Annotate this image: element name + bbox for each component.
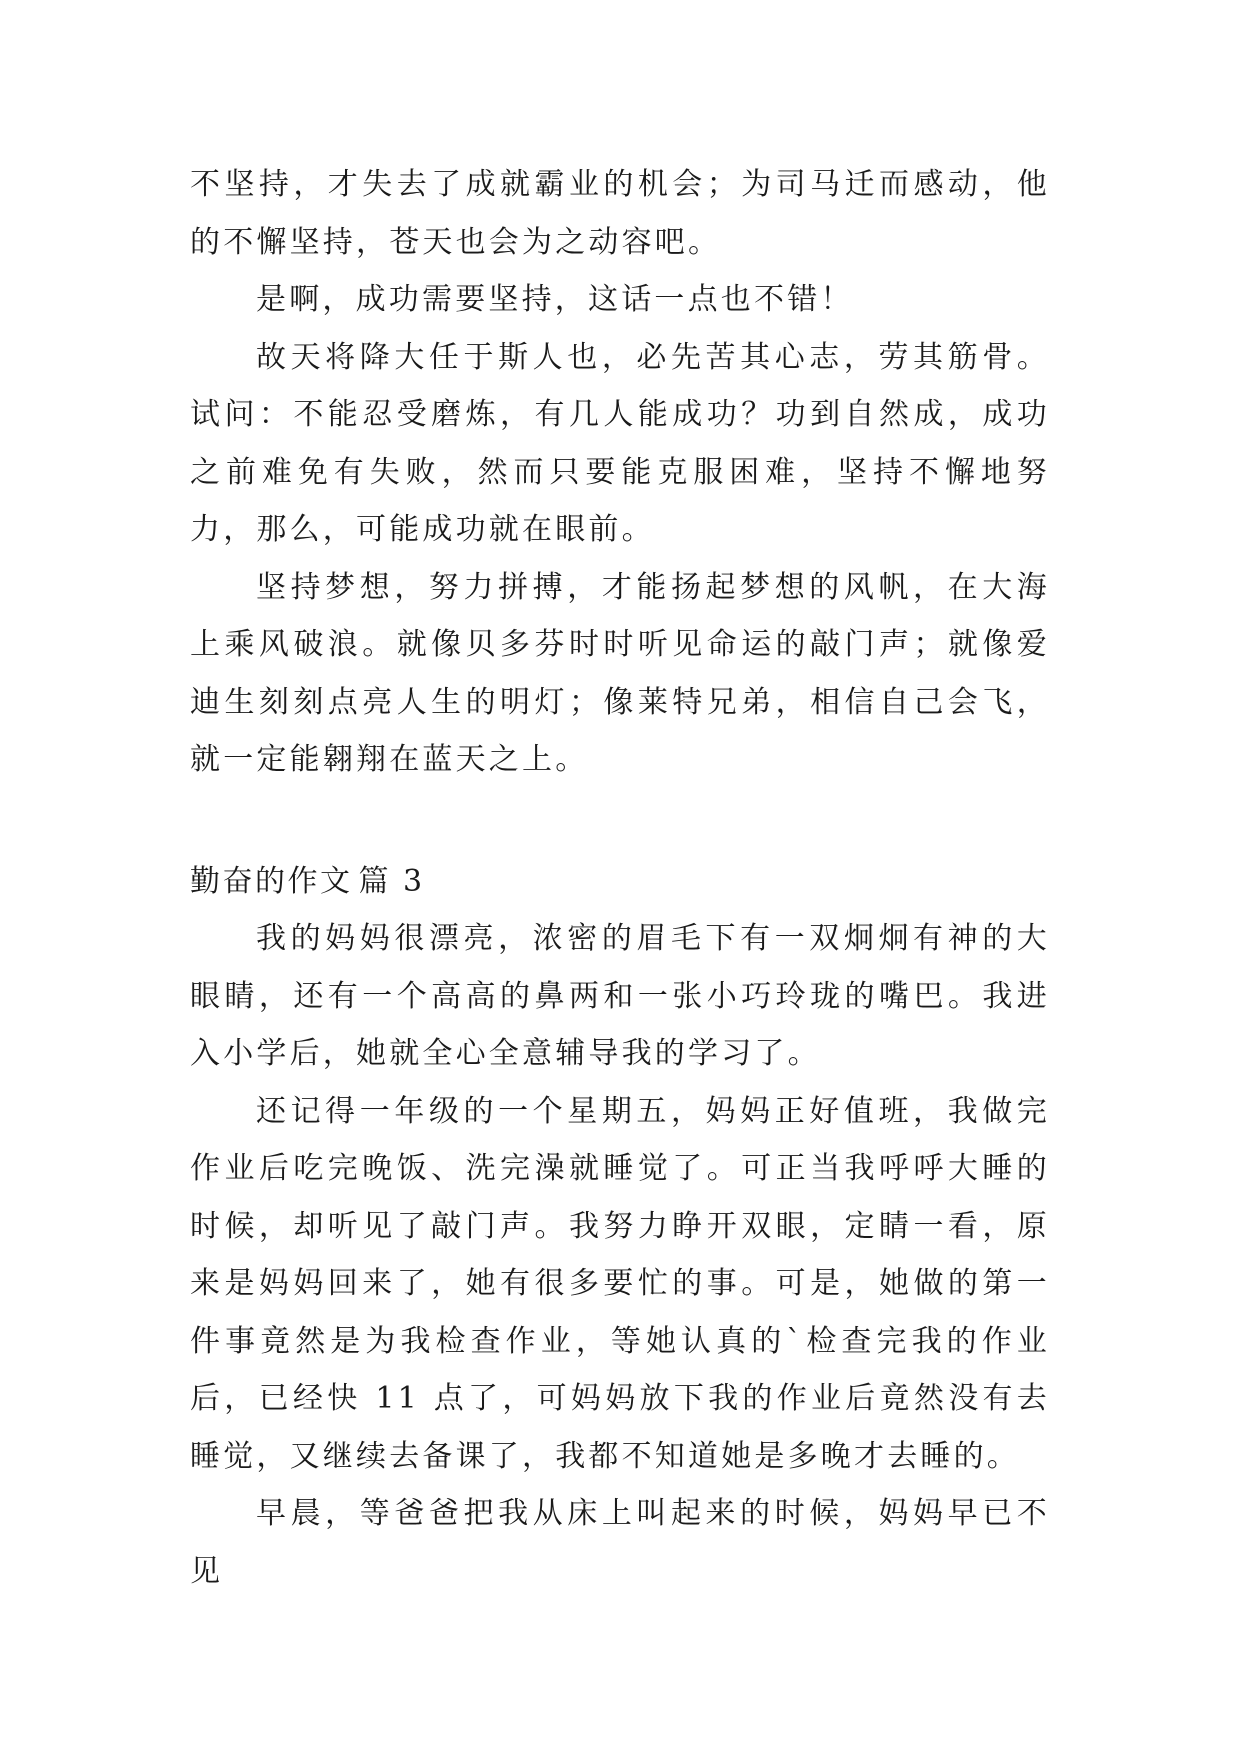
previous-section-text bbox=[190, 156, 1050, 789]
section-heading bbox=[190, 853, 425, 911]
paragraph: 还记得一年级的一个星期五，妈妈正好值班，我做完作业后吃完晚饭、洗完澡就睡觉了。可正当我呼呼大睡的时候，却听见了敲门声。我努力睁开双眼，定睛一看，原来是妈妈回来了，她有很多要忙的事。可是，她做的第一件事竟然是为我检查作业，等她认真的`检查完我的作业后，已经快 11 点了，可妈妈放下我的作业后竟然没有去睡觉，又继续去备课了，我都不知道她是多晚才去睡的。 bbox=[190, 1093, 1050, 1474]
paragraph: 是啊，成功需要坚持，这话一点也不错！ bbox=[256, 282, 854, 317]
paragraph: 早晨，等爸爸把我从床上叫起来的时候，妈妈早已不见 bbox=[190, 1496, 1050, 1589]
section-title: 勤奋的作文 bbox=[190, 864, 353, 899]
paragraph: 故天将降大任于斯人也，必先苦其心志，劳其筋骨。试问：不能忍受磨炼，有几人能成功？功到自然成，成功之前难免有失败，然而只要能克服困难，坚持不懈地努力，那么，可能成功就在眼前。 bbox=[190, 339, 1050, 547]
paragraph: 我的妈妈很漂亮，浓密的眉毛下有一双炯炯有神的大眼睛，还有一个高高的鼻两和一张小巧玲珑的嘴巴。我进入小学后，她就全心全意辅导我的学习了。 bbox=[190, 921, 1050, 1071]
section-number: 篇 3 bbox=[358, 864, 425, 899]
paragraph: 不坚持，才失去了成就霸业的机会；为司马迁而感动，他的不懈坚持，苍天也会为之动容吧。 bbox=[190, 167, 1050, 260]
section-3-text bbox=[190, 910, 1050, 1600]
paragraph: 坚持梦想，努力拼搏，才能扬起梦想的风帆，在大海上乘风破浪。就像贝多芬时时听见命运的敲门声；就像爱迪生刻刻点亮人生的明灯；像莱特兄弟，相信自己会飞，就一定能翱翔在蓝天之上。 bbox=[190, 569, 1050, 777]
